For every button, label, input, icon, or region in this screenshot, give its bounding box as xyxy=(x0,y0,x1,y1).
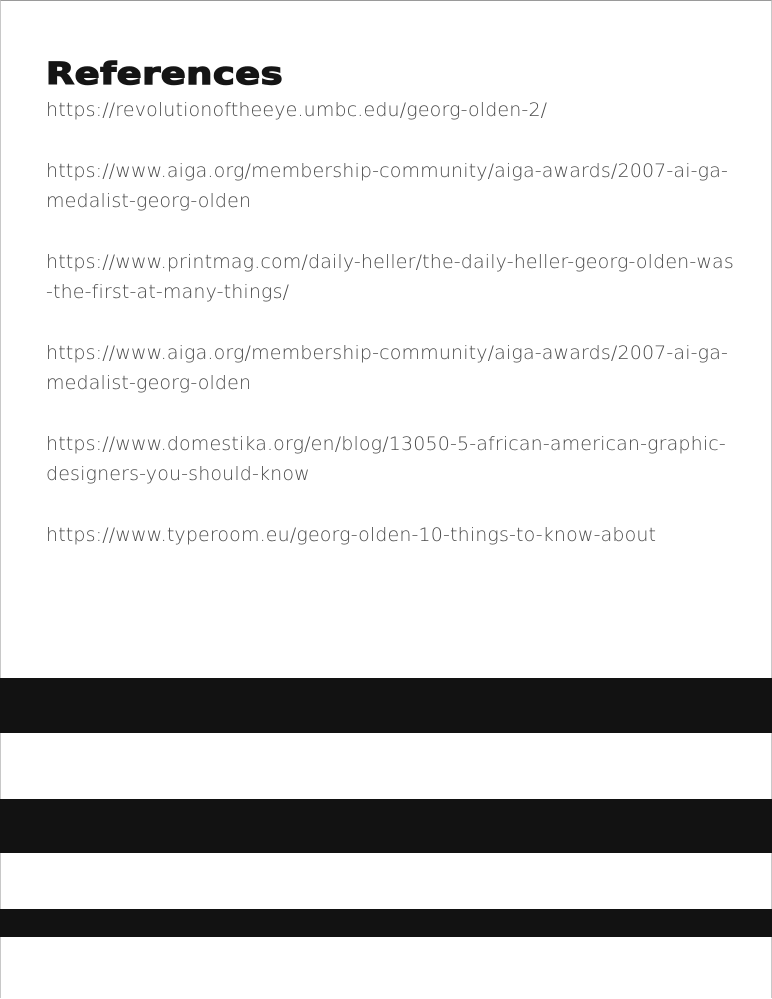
reference-link[interactable]: https://www.printmag.com/daily-heller/the-daily-heller-georg-olden-was-the-first-at-many-things/ xyxy=(46,250,734,303)
reference-link[interactable]: https://revolutionoftheeye.umbc.edu/georg-olden-2/ xyxy=(46,99,548,121)
reference-link[interactable]: https://www.typeroom.eu/georg-olden-10-things-to-know-about xyxy=(46,523,657,546)
reference-list xyxy=(46,95,736,580)
page-title: References xyxy=(46,57,284,92)
decorative-stripe-middle xyxy=(0,799,772,853)
reference-link[interactable]: https://www.domestika.org/en/blog/13050-5-african-american-graphic-designers-you-should-know xyxy=(46,432,726,485)
reference-link[interactable]: https://www.aiga.org/membership-community/aiga-awards/2007-ai-ga-medalist-georg-olden xyxy=(46,159,729,212)
reference-link[interactable]: https://www.aiga.org/membership-community/aiga-awards/2007-ai-ga-medalist-georg-olden xyxy=(46,341,729,394)
decorative-stripe-top xyxy=(0,678,772,733)
decorative-stripe-bottom xyxy=(0,909,772,937)
document-page xyxy=(1,1,772,999)
